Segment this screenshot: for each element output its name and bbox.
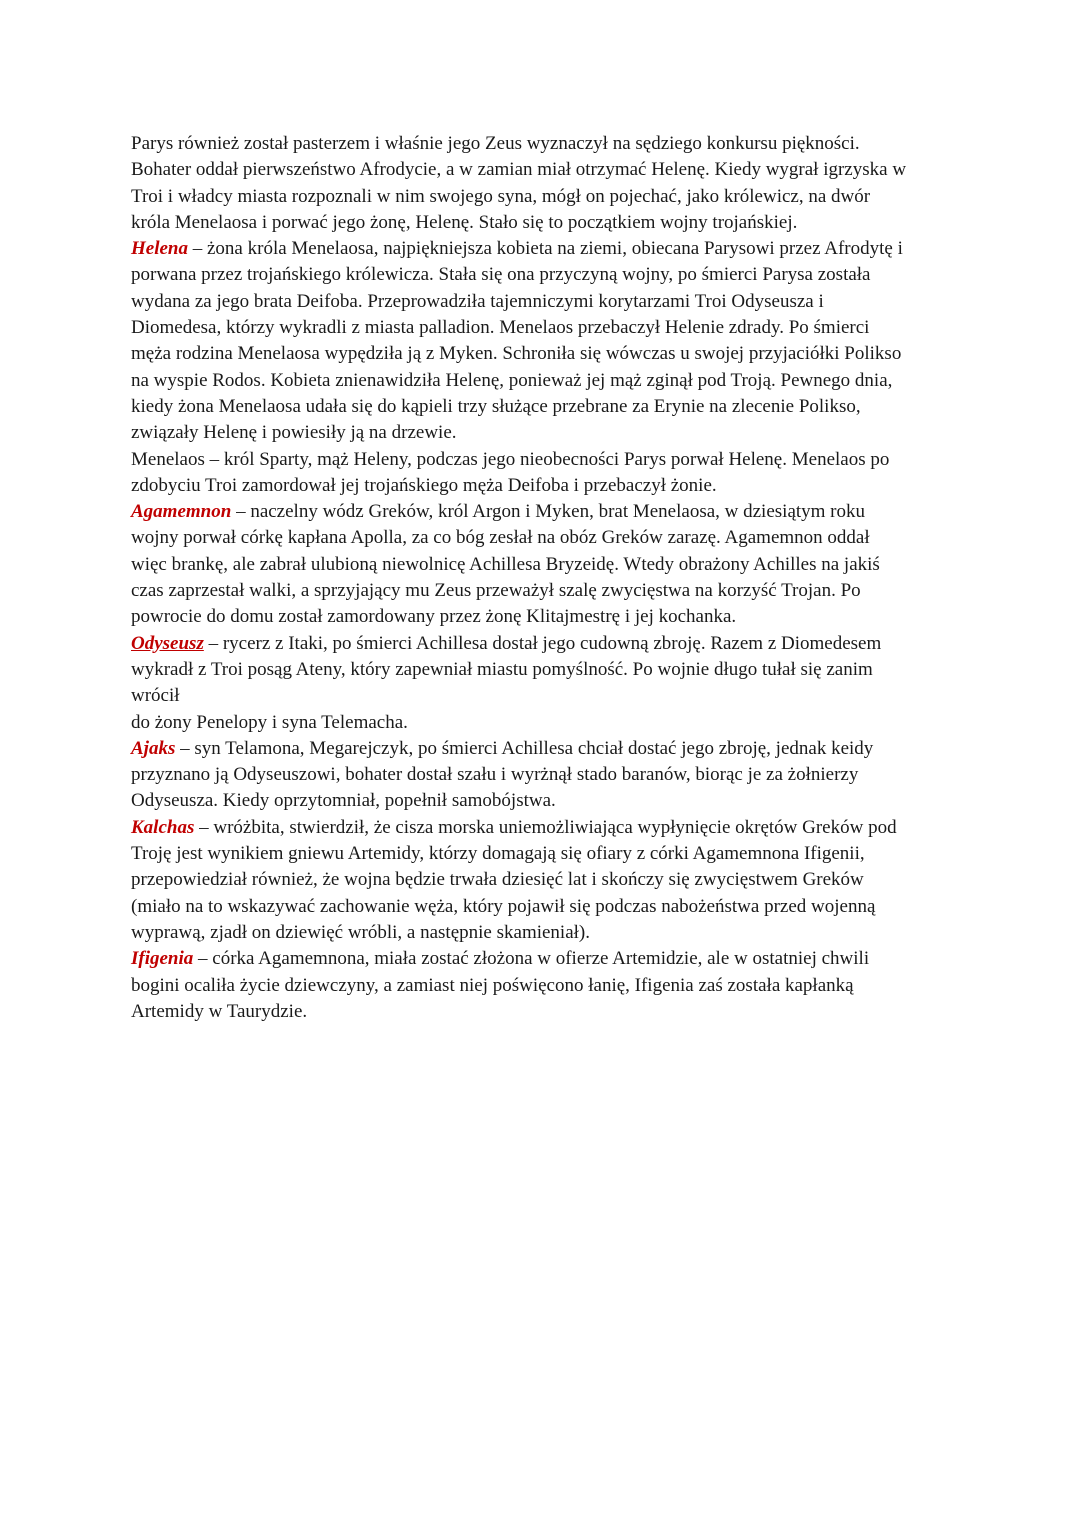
entry-heading-line (131, 946, 961, 972)
line-text: – żona króla Menelaosa, najpiękniejsza kobieta na ziemi, obiecana Parysowi przez Afrodytę i (188, 238, 903, 260)
text-line (131, 867, 961, 893)
text-line (131, 841, 961, 867)
character-name: Kalchas (131, 816, 195, 838)
line-text: Diomedesa, którzy wykradli z miasta palladion. Menelaos przebaczył Helenie zdrady. Po śmierci (131, 317, 870, 339)
line-text: Menelaos – król Sparty, mąż Heleny, podczas jego nieobecności Parys porwał Helenę. Menelaos po (131, 448, 890, 470)
text-line (131, 762, 961, 788)
text-line (131, 420, 961, 446)
entry-heading-line (131, 736, 961, 762)
character-name: Ifigenia (131, 948, 194, 970)
text-line (131, 315, 961, 341)
text-line (131, 262, 961, 288)
document-body (131, 131, 961, 1025)
line-text: przepowiedział również, że wojna będzie trwała dziesięć lat i skończy się zwycięstwem Greków (131, 869, 864, 891)
text-line (131, 710, 961, 736)
text-line (131, 788, 961, 814)
entry-heading-line (131, 499, 961, 525)
line-text: wyprawą, zjadł on dziewięć wróbli, a następnie skamieniał). (131, 921, 590, 943)
character-name: Agamemnon (131, 501, 232, 523)
line-text: Bohater oddał pierwszeństwo Afrodycie, a w zamian miał otrzymać Helenę. Kiedy wygrał igrzyska w (131, 159, 907, 181)
line-text: wojny porwał córkę kapłana Apolla, za co bóg zesłał na obóz Greków zarazę. Agamemnon oddał (131, 527, 870, 549)
line-text: Troję jest wynikiem gniewu Artemidy, którzy domagają się ofiary z córki Agamemnona Ifigenii, (131, 843, 865, 865)
text-line (131, 604, 961, 630)
line-text: więc brankę, ale zabrał ulubioną niewolnicę Achillesa Bryzeidę. Wtedy obrażony Achilles na jakiś (131, 553, 880, 575)
text-line (131, 920, 961, 946)
line-text: związały Helenę i powiesiły ją na drzewie. (131, 422, 457, 444)
line-text: wrócił (131, 685, 180, 707)
line-text: porwana przez trojańskiego królewicza. Stała się ona przyczyną wojny, po śmierci Parysa została (131, 264, 871, 286)
text-line (131, 657, 961, 683)
line-text: – naczelny wódz Greków, król Argon i Myken, brat Menelaosa, w dziesiątym roku (231, 501, 866, 523)
text-line (131, 341, 961, 367)
character-name: Ajaks (131, 737, 176, 759)
line-text: zdobyciu Troi zamordował jej trojańskiego męża Deifoba i przebaczył żonie. (131, 474, 717, 496)
text-line (131, 552, 961, 578)
text-line (131, 973, 961, 999)
character-name: Odyseusz (131, 632, 204, 654)
entry-heading-line (131, 236, 961, 262)
line-text: wydana za jego brata Deifoba. Przeprowadziła tajemniczymi korytarzami Troi Odyseusza i (131, 290, 824, 312)
text-line (131, 184, 961, 210)
character-name: Helena (131, 238, 188, 260)
line-text: Parys również został pasterzem i właśnie jego Zeus wyznaczył na sędziego konkursu piękności. (131, 133, 860, 154)
line-text: króla Menelaosa i porwać jego żonę, Helenę. Stało się to początkiem wojny trojańskiej. (131, 211, 798, 233)
entry-heading-line (131, 815, 961, 841)
line-text: na wyspie Rodos. Kobieta znienawidziła Helenę, ponieważ jej mąż zginął pod Troją. Pewnego dnia, (131, 369, 893, 391)
text-line (131, 447, 961, 473)
line-text: czas zaprzestał walki, a sprzyjający mu Zeus przeważył szalę zwycięstwa na korzyść Trojan. Po (131, 580, 861, 602)
text-line (131, 473, 961, 499)
text-line (131, 289, 961, 315)
text-line (131, 157, 961, 183)
text-line (131, 210, 961, 236)
line-text: (miało na to wskazywać zachowanie węża, który pojawił się podczas nabożeństwa przed wojenną (131, 895, 876, 917)
line-text: – wróżbita, stwierdził, że cisza morska uniemożliwiająca wypłynięcie okrętów Greków pod (194, 816, 897, 838)
line-text: – rycerz z Itaki, po śmierci Achillesa dostał jego cudowną zbroję. Razem z Diomedesem (203, 632, 882, 654)
line-text: kiedy żona Menelaosa udała się do kąpieli trzy służące przebrane za Erynie na zlecenie Polikso, (131, 395, 861, 417)
text-line (131, 894, 961, 920)
line-text: wykradł z Troi posąg Ateny, który zapewniał miastu pomyślność. Po wojnie długo tułał się zanim (131, 658, 873, 680)
line-text: Troi i władcy miasta rozpoznali w nim swojego syna, mógł on pojechać, jako królewicz, na dwór (131, 185, 871, 207)
line-text: Artemidy w Taurydzie. (131, 1000, 308, 1022)
entry-heading-line (131, 631, 961, 657)
text-line (131, 999, 961, 1025)
text-line (131, 525, 961, 551)
line-text: Odyseusza. Kiedy oprzytomniał, popełnił samobójstwa. (131, 790, 556, 812)
line-text: przyznano ją Odyseuszowi, bohater dostał szału i wyrżnął stado baranów, biorąc je za żołnierzy (131, 764, 859, 786)
line-text: – syn Telamona, Megarejczyk, po śmierci Achillesa chciał dostać jego zbroję, jednak keidy (175, 737, 874, 759)
text-line (131, 368, 961, 394)
text-line (131, 394, 961, 420)
line-text: – córka Agamemnona, miała zostać złożona w ofierze Artemidzie, ale w ostatniej chwili (193, 948, 870, 970)
text-line (131, 683, 961, 709)
text-line (131, 131, 961, 157)
line-text: męża rodzina Menelaosa wypędziła ją z Myken. Schroniła się wówczas u swojej przyjaciółki Polikso (131, 343, 902, 365)
text-line (131, 578, 961, 604)
line-text: powrocie do domu został zamordowany przez żonę Klitajmestrę i jej kochanka. (131, 606, 737, 628)
line-text: bogini ocaliła życie dziewczyny, a zamiast niej poświęcono łanię, Ifigenia zaś została kapłanką (131, 974, 854, 996)
line-text: do żony Penelopy i syna Telemacha. (131, 711, 408, 733)
